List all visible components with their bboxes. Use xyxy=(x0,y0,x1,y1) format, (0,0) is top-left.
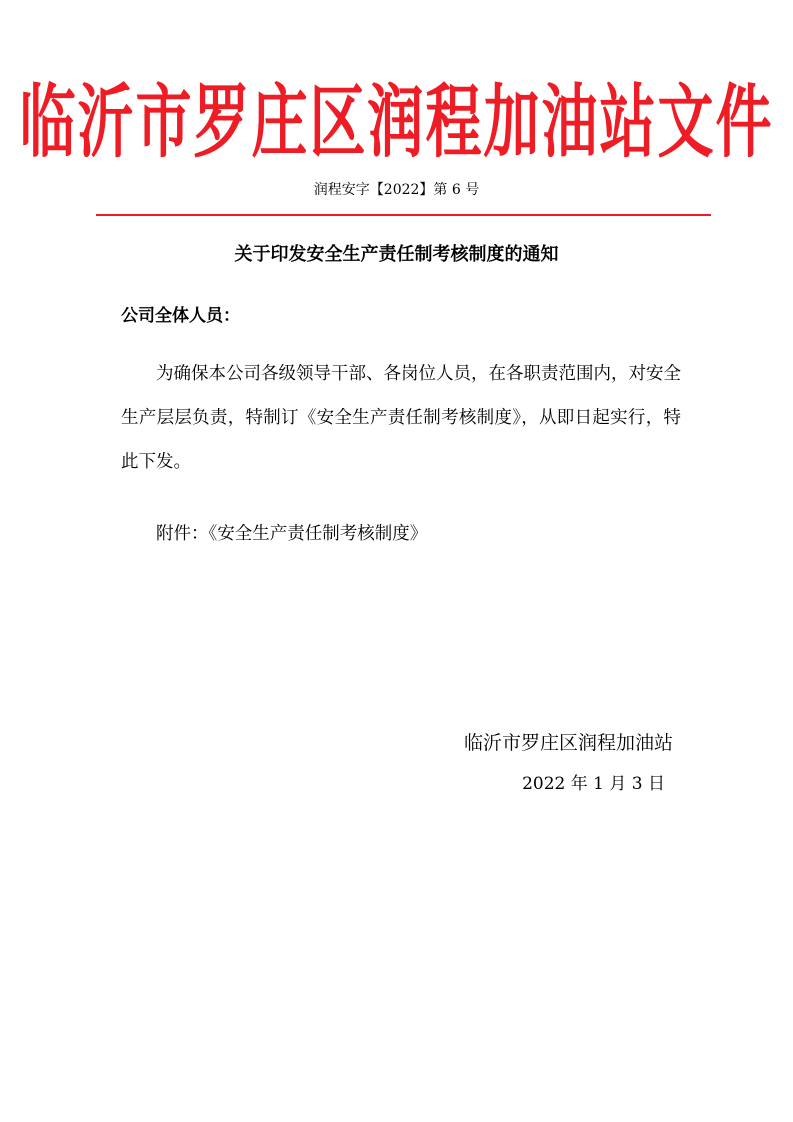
header-divider xyxy=(96,214,711,216)
notice-title: 关于印发安全生产责任制考核制度的通知 xyxy=(234,244,559,265)
signature-date: 2022 年 1 月 3 日 xyxy=(522,774,665,794)
document-number: 润程安字【2022】第 6 号 xyxy=(313,182,480,198)
document-header-title: 临沂市罗庄区润程加油站文件 xyxy=(19,77,774,170)
notice-body-paragraph: 为确保本公司各级领导干部、各岗位人员，在各职责范围内，对安全生产层层负责，特制订《安全生产责任制考核制度》，从即日起实行，特此下发。 xyxy=(121,364,681,472)
attachment-line: 附件：《安全生产责任制考核制度》 xyxy=(156,524,428,544)
signature-organization: 临沂市罗庄区润程加油站 xyxy=(463,732,673,754)
salutation: 公司全体人员： xyxy=(121,306,240,326)
